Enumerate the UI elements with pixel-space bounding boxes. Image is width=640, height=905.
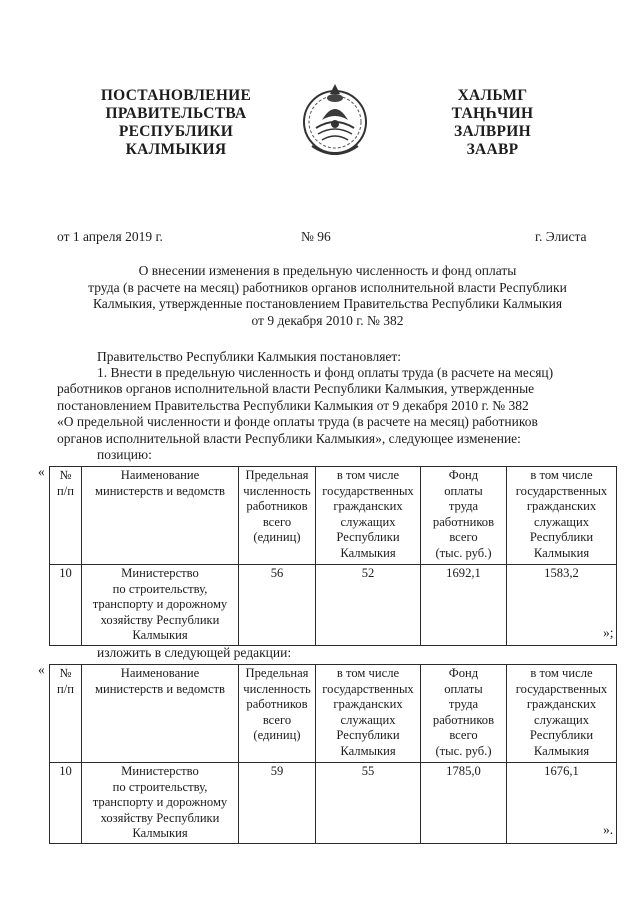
title-line: Калмыкия, утвержденные постановлением Правительства Республики Калмыкия: [92, 296, 563, 311]
header-line: ХАЛЬМГ: [457, 87, 528, 104]
header-right-title: [425, 87, 560, 159]
edit-label: изложить в следующей редакции:: [97, 645, 292, 660]
cell-fund-total: 1785,0: [421, 763, 507, 844]
cell-staff-civil: 52: [316, 565, 421, 646]
paragraph-line: «О предельной численности и фонде оплаты труда (в расчете на месяц) работников: [57, 414, 538, 430]
document-title: [60, 263, 595, 329]
header-cell-staff-total: Предельная численность работников всего (единиц): [239, 467, 316, 565]
kalmykia-coat-of-arms-icon: [300, 76, 370, 166]
title-line: О внесении изменения в предельную численность и фонд оплаты: [138, 263, 517, 278]
header-cell-num: № п/п: [50, 467, 82, 565]
header-cell-fund-total: Фонд оплаты труда работников всего (тыс. руб.): [421, 467, 507, 565]
header-line: РЕСПУБЛИКИ: [118, 123, 234, 140]
paragraph-line: 1. Внести в предельную численность и фонд оплаты труда (в расчете на месяц): [97, 365, 554, 380]
cell-staff-total: 59: [239, 763, 316, 844]
paragraph-line: работников органов исполнительной власти Республики Калмыкия, утвержденные: [57, 381, 535, 397]
cell-fund-total: 1692,1: [421, 565, 507, 646]
table-row: [50, 565, 617, 646]
table-row: [50, 763, 617, 844]
title-line: от 9 декабря 2010 г. № 382: [251, 312, 404, 328]
table-header-row: [50, 467, 617, 565]
header-line: ТАҢҺЧИН: [451, 105, 534, 122]
paragraph-1: [57, 365, 597, 447]
header-cell-fund-total: Фонд оплаты труда работников всего (тыс. руб.): [421, 665, 507, 763]
open-quote: «: [38, 464, 45, 479]
cell-staff-total: 56: [239, 565, 316, 646]
old-position-table: [49, 466, 617, 646]
header-cell-staff-total: Предельная численность работников всего (единиц): [239, 665, 316, 763]
header-left-title: [76, 87, 276, 159]
document-number: № 96: [301, 229, 331, 244]
header-cell-staff-civil: в том числе государственных гражданских служащих Республики Калмыкия: [316, 467, 421, 565]
close-quote: »;: [603, 625, 614, 640]
table-header-row: [50, 665, 617, 763]
document-city: г. Элиста: [535, 229, 587, 244]
header-line: КАЛМЫКИЯ: [125, 141, 227, 158]
header-cell-fund-civil: в том числе государственных гражданских служащих Республики Калмыкия: [507, 665, 617, 763]
paragraph-line: постановлением Правительства Республики Калмыкия от 9 декабря 2010 г. № 382: [57, 397, 529, 413]
header-line: ПРАВИТЕЛЬСТВА: [105, 105, 247, 122]
new-position-table: [49, 664, 617, 844]
header-line: ЗАЛВРИН: [454, 123, 531, 140]
title-line: труда (в расчете на месяц) работников органов исполнительной власти Республики: [88, 279, 567, 295]
document-date: от 1 апреля 2019 г.: [57, 229, 163, 244]
header-cell-fund-civil: в том числе государственных гражданских служащих Республики Калмыкия: [507, 467, 617, 565]
header-cell-name: Наименование министерств и ведомств: [82, 467, 239, 565]
cell-ministry: Министерство по строительству, транспорту и дорожному хозяйству Республики Калмыкия: [82, 763, 239, 844]
header-cell-staff-civil: в том числе государственных гражданских служащих Республики Калмыкия: [316, 665, 421, 763]
cell-staff-civil: 55: [316, 763, 421, 844]
header-cell-num: № п/п: [50, 665, 82, 763]
cell-fund-civil: 1583,2: [507, 565, 617, 646]
header-line: ЗААВР: [466, 141, 519, 158]
position-label: позицию:: [97, 447, 152, 462]
cell-num: 10: [50, 763, 82, 844]
open-quote: «: [38, 662, 45, 677]
cell-ministry: Министерство по строительству, транспорту и дорожному хозяйству Республики Калмыкия: [82, 565, 239, 646]
close-quote: ».: [603, 822, 614, 837]
cell-fund-civil: 1676,1: [507, 763, 617, 844]
intro-paragraph: Правительство Республики Калмыкия постановляет:: [97, 349, 402, 364]
header-line: ПОСТАНОВЛЕНИЕ: [100, 87, 252, 104]
cell-num: 10: [50, 565, 82, 646]
header-cell-name: Наименование министерств и ведомств: [82, 665, 239, 763]
paragraph-line: органов исполнительной власти Республики Калмыкия», следующее изменение:: [57, 430, 521, 446]
